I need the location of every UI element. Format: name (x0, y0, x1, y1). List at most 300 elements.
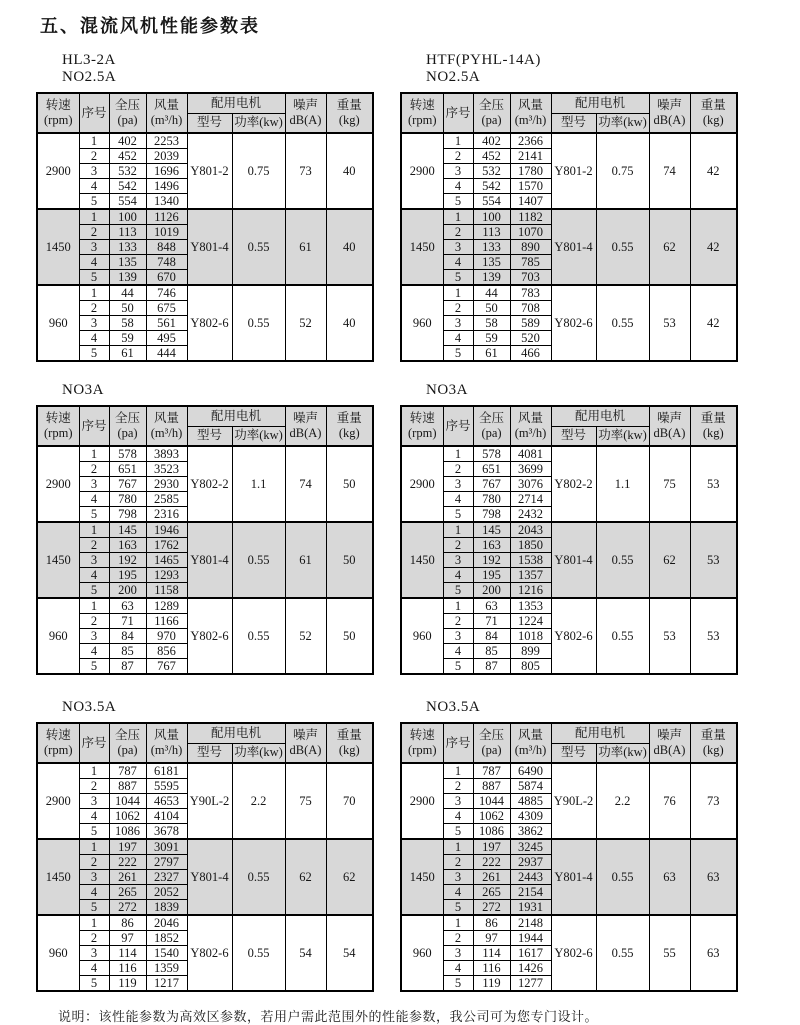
flow-cell: 675 (146, 301, 187, 316)
index-cell: 5 (79, 194, 109, 210)
pressure-cell: 139 (109, 270, 146, 286)
index-cell: 4 (443, 568, 473, 583)
page-title: 五、混流风机性能参数表 (40, 16, 260, 36)
index-cell: 1 (443, 522, 473, 538)
rpm-group-1450 (401, 839, 737, 915)
flow-cell: 3699 (510, 462, 551, 477)
flow-cell: 2937 (510, 855, 551, 870)
flow-cell: 1839 (146, 900, 187, 916)
index-cell: 2 (443, 462, 473, 477)
pressure-cell: 135 (109, 255, 146, 270)
motor-group-header: 配用电机 (187, 406, 285, 426)
pressure-cell: 58 (473, 316, 510, 331)
pressure-cell: 116 (109, 961, 146, 976)
weight-cell: 53 (690, 598, 737, 674)
noise-cell: 74 (649, 133, 690, 209)
fan-table-block (400, 382, 736, 675)
index-cell: 2 (79, 225, 109, 240)
flow-cell: 1538 (510, 553, 551, 568)
pressure-cell: 63 (473, 598, 510, 614)
pressure-cell: 402 (109, 133, 146, 149)
flow-cell: 1070 (510, 225, 551, 240)
motor-group-header: 配用电机 (187, 93, 285, 113)
weight-cell: 53 (690, 522, 737, 598)
flow-cell: 2039 (146, 149, 187, 164)
footnote: 说明：该性能参数为高效区参数，若用户需此范围外的性能参数，我公司可为您专门设计。 (58, 1009, 599, 1024)
pressure-cell: 272 (109, 900, 146, 916)
index-header: 序号 (79, 93, 109, 133)
index-cell: 2 (79, 855, 109, 870)
motor-model-cell: Y802-6 (551, 285, 596, 361)
index-cell: 3 (443, 240, 473, 255)
pressure-cell: 87 (109, 659, 146, 675)
rpm-cell: 2900 (401, 763, 443, 839)
motor-group-header: 配用电机 (187, 723, 285, 743)
rpm-group-960 (37, 598, 373, 674)
index-cell: 4 (79, 331, 109, 346)
motor-power-cell: 0.55 (232, 598, 285, 674)
flow-cell: 2797 (146, 855, 187, 870)
rpm-cell: 1450 (401, 522, 443, 598)
index-cell: 1 (79, 285, 109, 301)
flow-cell: 2316 (146, 507, 187, 523)
pressure-cell: 87 (473, 659, 510, 675)
rpm-group-960 (401, 915, 737, 991)
index-cell: 5 (79, 346, 109, 362)
flow-cell: 1359 (146, 961, 187, 976)
flow-cell: 1224 (510, 614, 551, 629)
rpm-cell: 960 (401, 285, 443, 361)
table-label-line: NO3.5A (426, 699, 481, 715)
pressure-cell: 133 (109, 240, 146, 255)
pressure-cell: 197 (109, 839, 146, 855)
pressure-cell: 61 (473, 346, 510, 362)
motor-model-header: 型号 (187, 113, 232, 133)
flow-cell: 5874 (510, 779, 551, 794)
pressure-cell: 1062 (473, 809, 510, 824)
speed-header: 转速 (rpm) (37, 93, 79, 133)
pressure-cell: 59 (473, 331, 510, 346)
weight-cell: 54 (326, 915, 373, 991)
table-label-line: NO2.5A (62, 69, 117, 85)
flow-cell: 520 (510, 331, 551, 346)
flow-header: 风量 (m³/h) (510, 723, 551, 763)
index-cell: 2 (443, 301, 473, 316)
index-cell: 4 (443, 255, 473, 270)
motor-model-cell: Y801-4 (187, 209, 232, 285)
pressure-cell: 1086 (473, 824, 510, 840)
fan-performance-table (400, 92, 738, 362)
flow-cell: 1126 (146, 209, 187, 225)
index-cell: 5 (443, 824, 473, 840)
rpm-cell: 960 (37, 915, 79, 991)
table-label-line: NO3.5A (62, 699, 117, 715)
flow-cell: 1289 (146, 598, 187, 614)
flow-cell: 444 (146, 346, 187, 362)
index-cell: 5 (443, 346, 473, 362)
motor-model-cell: Y802-6 (551, 915, 596, 991)
flow-cell: 1182 (510, 209, 551, 225)
pressure-cell: 452 (109, 149, 146, 164)
table-row (401, 839, 737, 855)
pressure-cell: 85 (473, 644, 510, 659)
pressure-cell: 97 (109, 931, 146, 946)
index-cell: 2 (79, 538, 109, 553)
table-host (36, 405, 372, 675)
weight-header: 重量 (kg) (690, 723, 737, 763)
noise-cell: 62 (649, 522, 690, 598)
weight-cell: 63 (690, 839, 737, 915)
index-cell: 3 (79, 477, 109, 492)
rpm-group-1450 (401, 522, 737, 598)
pressure-cell: 135 (473, 255, 510, 270)
fan-table-block (36, 52, 372, 362)
motor-group-header: 配用电机 (551, 406, 649, 426)
weight-cell: 63 (690, 915, 737, 991)
table-row (37, 133, 373, 149)
pressure-cell: 97 (473, 931, 510, 946)
index-cell: 1 (443, 209, 473, 225)
flow-cell: 1696 (146, 164, 187, 179)
index-cell: 4 (79, 179, 109, 194)
index-cell: 4 (79, 809, 109, 824)
pressure-cell: 542 (473, 179, 510, 194)
table-row (37, 522, 373, 538)
rpm-cell: 960 (37, 598, 79, 674)
pressure-cell: 554 (109, 194, 146, 210)
index-cell: 2 (443, 225, 473, 240)
index-cell: 1 (79, 839, 109, 855)
pressure-cell: 163 (473, 538, 510, 553)
flow-header: 风量 (m³/h) (146, 93, 187, 133)
index-cell: 1 (79, 915, 109, 931)
flow-cell: 1166 (146, 614, 187, 629)
noise-cell: 76 (649, 763, 690, 839)
index-cell: 3 (443, 164, 473, 179)
index-cell: 3 (443, 316, 473, 331)
noise-cell: 62 (285, 839, 326, 915)
table-host (400, 405, 736, 675)
motor-power-header: 功率(kw) (232, 113, 285, 133)
motor-model-header: 型号 (187, 743, 232, 763)
speed-header: 转速 (rpm) (37, 723, 79, 763)
index-cell: 5 (443, 583, 473, 599)
flow-cell: 1353 (510, 598, 551, 614)
noise-cell: 52 (285, 598, 326, 674)
noise-cell: 54 (285, 915, 326, 991)
table-row (401, 763, 737, 779)
index-cell: 2 (79, 149, 109, 164)
table-host (36, 722, 372, 992)
flow-cell: 1465 (146, 553, 187, 568)
index-cell: 4 (443, 961, 473, 976)
flow-cell: 2052 (146, 885, 187, 900)
flow-cell: 6490 (510, 763, 551, 779)
flow-cell: 2930 (146, 477, 187, 492)
motor-model-cell: Y802-6 (187, 285, 232, 361)
table-row (401, 133, 737, 149)
index-cell: 1 (79, 522, 109, 538)
pressure-cell: 116 (473, 961, 510, 976)
flow-cell: 1217 (146, 976, 187, 992)
rpm-group-2900 (37, 446, 373, 522)
pressure-cell: 71 (109, 614, 146, 629)
rpm-group-2900 (401, 446, 737, 522)
flow-header: 风量 (m³/h) (510, 93, 551, 133)
rpm-group-1450 (37, 839, 373, 915)
fan-performance-table (36, 722, 374, 992)
flow-cell: 1570 (510, 179, 551, 194)
pressure-header: 全压 (pa) (473, 723, 510, 763)
flow-cell: 1018 (510, 629, 551, 644)
flow-cell: 856 (146, 644, 187, 659)
table-row (37, 839, 373, 855)
table-row (37, 209, 373, 225)
flow-cell: 3091 (146, 839, 187, 855)
weight-cell: 40 (326, 133, 373, 209)
pressure-cell: 780 (109, 492, 146, 507)
rpm-group-960 (37, 285, 373, 361)
table-label-line: NO2.5A (426, 69, 481, 85)
flow-cell: 1762 (146, 538, 187, 553)
flow-cell: 783 (510, 285, 551, 301)
motor-power-cell: 0.55 (596, 839, 649, 915)
index-cell: 5 (443, 270, 473, 286)
pressure-cell: 261 (473, 870, 510, 885)
index-cell: 2 (79, 931, 109, 946)
table-row (37, 915, 373, 931)
pressure-cell: 71 (473, 614, 510, 629)
motor-model-cell: Y801-4 (187, 522, 232, 598)
pressure-cell: 1062 (109, 809, 146, 824)
flow-cell: 3523 (146, 462, 187, 477)
pressure-cell: 200 (109, 583, 146, 599)
table-row (37, 763, 373, 779)
rpm-cell: 2900 (37, 133, 79, 209)
table-header (401, 93, 737, 133)
flow-cell: 670 (146, 270, 187, 286)
table-label (426, 699, 736, 716)
pressure-cell: 100 (473, 209, 510, 225)
motor-model-cell: Y90L-2 (187, 763, 232, 839)
pressure-header: 全压 (pa) (109, 93, 146, 133)
speed-header: 转速 (rpm) (401, 723, 443, 763)
table-row (37, 446, 373, 462)
motor-power-cell: 1.1 (596, 446, 649, 522)
fan-performance-table (400, 722, 738, 992)
flow-cell: 1340 (146, 194, 187, 210)
index-cell: 2 (443, 931, 473, 946)
motor-power-header: 功率(kw) (596, 743, 649, 763)
pressure-cell: 272 (473, 900, 510, 916)
noise-header: 噪声 dB(A) (285, 406, 326, 446)
rpm-group-2900 (401, 133, 737, 209)
index-cell: 2 (443, 779, 473, 794)
index-cell: 1 (443, 763, 473, 779)
pressure-cell: 767 (109, 477, 146, 492)
motor-power-cell: 0.55 (596, 598, 649, 674)
weight-cell: 40 (326, 285, 373, 361)
noise-header: 噪声 dB(A) (285, 93, 326, 133)
index-cell: 3 (79, 946, 109, 961)
motor-model-header: 型号 (187, 426, 232, 446)
weight-header: 重量 (kg) (690, 93, 737, 133)
table-header (37, 93, 373, 133)
flow-cell: 1780 (510, 164, 551, 179)
weight-cell: 62 (326, 839, 373, 915)
pressure-cell: 163 (109, 538, 146, 553)
index-cell: 1 (79, 209, 109, 225)
pressure-cell: 133 (473, 240, 510, 255)
index-cell: 5 (79, 659, 109, 675)
index-cell: 4 (79, 492, 109, 507)
flow-cell: 3245 (510, 839, 551, 855)
noise-cell: 55 (649, 915, 690, 991)
index-cell: 3 (443, 794, 473, 809)
pressure-cell: 554 (473, 194, 510, 210)
flow-cell: 2432 (510, 507, 551, 523)
rpm-cell: 1450 (37, 839, 79, 915)
motor-power-cell: 2.2 (232, 763, 285, 839)
flow-cell: 1944 (510, 931, 551, 946)
fan-performance-table (400, 405, 738, 675)
pressure-cell: 265 (109, 885, 146, 900)
flow-cell: 899 (510, 644, 551, 659)
index-header: 序号 (443, 93, 473, 133)
noise-cell: 75 (649, 446, 690, 522)
weight-header: 重量 (kg) (326, 93, 373, 133)
motor-group-header: 配用电机 (551, 723, 649, 743)
flow-cell: 703 (510, 270, 551, 286)
flow-header: 风量 (m³/h) (510, 406, 551, 446)
table-row (401, 446, 737, 462)
motor-power-cell: 2.2 (596, 763, 649, 839)
index-cell: 2 (79, 614, 109, 629)
flow-cell: 2366 (510, 133, 551, 149)
noise-cell: 75 (285, 763, 326, 839)
index-cell: 2 (443, 149, 473, 164)
rpm-group-960 (37, 915, 373, 991)
weight-cell: 53 (690, 446, 737, 522)
index-cell: 3 (79, 629, 109, 644)
rpm-cell: 2900 (401, 446, 443, 522)
rpm-cell: 1450 (37, 522, 79, 598)
flow-cell: 3076 (510, 477, 551, 492)
pressure-cell: 767 (473, 477, 510, 492)
pressure-cell: 798 (109, 507, 146, 523)
weight-cell: 40 (326, 209, 373, 285)
pressure-cell: 195 (109, 568, 146, 583)
motor-power-header: 功率(kw) (232, 426, 285, 446)
table-label (62, 52, 372, 86)
pressure-cell: 887 (473, 779, 510, 794)
pressure-cell: 1044 (473, 794, 510, 809)
pressure-cell: 86 (109, 915, 146, 931)
table-label-line: NO3A (62, 382, 104, 398)
rpm-group-2900 (37, 133, 373, 209)
index-cell: 4 (79, 255, 109, 270)
motor-power-header: 功率(kw) (596, 113, 649, 133)
weight-cell: 42 (690, 285, 737, 361)
noise-cell: 61 (285, 209, 326, 285)
index-cell: 3 (79, 240, 109, 255)
motor-model-cell: Y801-4 (551, 522, 596, 598)
rpm-cell: 2900 (37, 446, 79, 522)
pressure-cell: 265 (473, 885, 510, 900)
pressure-cell: 532 (473, 164, 510, 179)
motor-power-cell: 0.55 (596, 285, 649, 361)
flow-cell: 2141 (510, 149, 551, 164)
pressure-cell: 200 (473, 583, 510, 599)
flow-cell: 1216 (510, 583, 551, 599)
pressure-cell: 119 (473, 976, 510, 992)
index-cell: 3 (79, 794, 109, 809)
flow-cell: 5595 (146, 779, 187, 794)
pressure-cell: 84 (473, 629, 510, 644)
index-cell: 4 (443, 885, 473, 900)
flow-cell: 589 (510, 316, 551, 331)
table-header (401, 406, 737, 446)
flow-cell: 1407 (510, 194, 551, 210)
weight-cell: 50 (326, 598, 373, 674)
rpm-group-1450 (37, 522, 373, 598)
weight-header: 重量 (kg) (690, 406, 737, 446)
tables-row-1 (36, 52, 800, 362)
index-cell: 5 (443, 507, 473, 523)
index-cell: 1 (443, 285, 473, 301)
flow-cell: 1293 (146, 568, 187, 583)
flow-cell: 970 (146, 629, 187, 644)
pressure-header: 全压 (pa) (109, 406, 146, 446)
flow-cell: 890 (510, 240, 551, 255)
flow-cell: 2585 (146, 492, 187, 507)
index-cell: 3 (79, 870, 109, 885)
table-label-line: NO3A (426, 382, 468, 398)
rpm-group-960 (401, 598, 737, 674)
pressure-cell: 222 (473, 855, 510, 870)
index-cell: 3 (443, 477, 473, 492)
flow-cell: 2327 (146, 870, 187, 885)
noise-cell: 74 (285, 446, 326, 522)
flow-cell: 1931 (510, 900, 551, 916)
motor-model-header: 型号 (551, 743, 596, 763)
noise-cell: 52 (285, 285, 326, 361)
flow-cell: 4081 (510, 446, 551, 462)
index-cell: 4 (79, 961, 109, 976)
index-cell: 4 (79, 885, 109, 900)
tables-row-3 (36, 699, 800, 992)
fan-performance-table (36, 92, 374, 362)
index-cell: 2 (443, 855, 473, 870)
motor-model-cell: Y802-6 (187, 915, 232, 991)
index-cell: 2 (79, 462, 109, 477)
flow-cell: 495 (146, 331, 187, 346)
weight-header: 重量 (kg) (326, 723, 373, 763)
index-cell: 5 (443, 659, 473, 675)
weight-cell: 70 (326, 763, 373, 839)
rpm-cell: 1450 (37, 209, 79, 285)
flow-cell: 1277 (510, 976, 551, 992)
index-cell: 5 (79, 976, 109, 992)
index-cell: 1 (443, 839, 473, 855)
rpm-group-1450 (37, 209, 373, 285)
motor-model-cell: Y801-2 (551, 133, 596, 209)
pressure-cell: 139 (473, 270, 510, 286)
motor-model-cell: Y802-6 (187, 598, 232, 674)
table-row (401, 598, 737, 614)
pressure-cell: 195 (473, 568, 510, 583)
pressure-cell: 542 (109, 179, 146, 194)
